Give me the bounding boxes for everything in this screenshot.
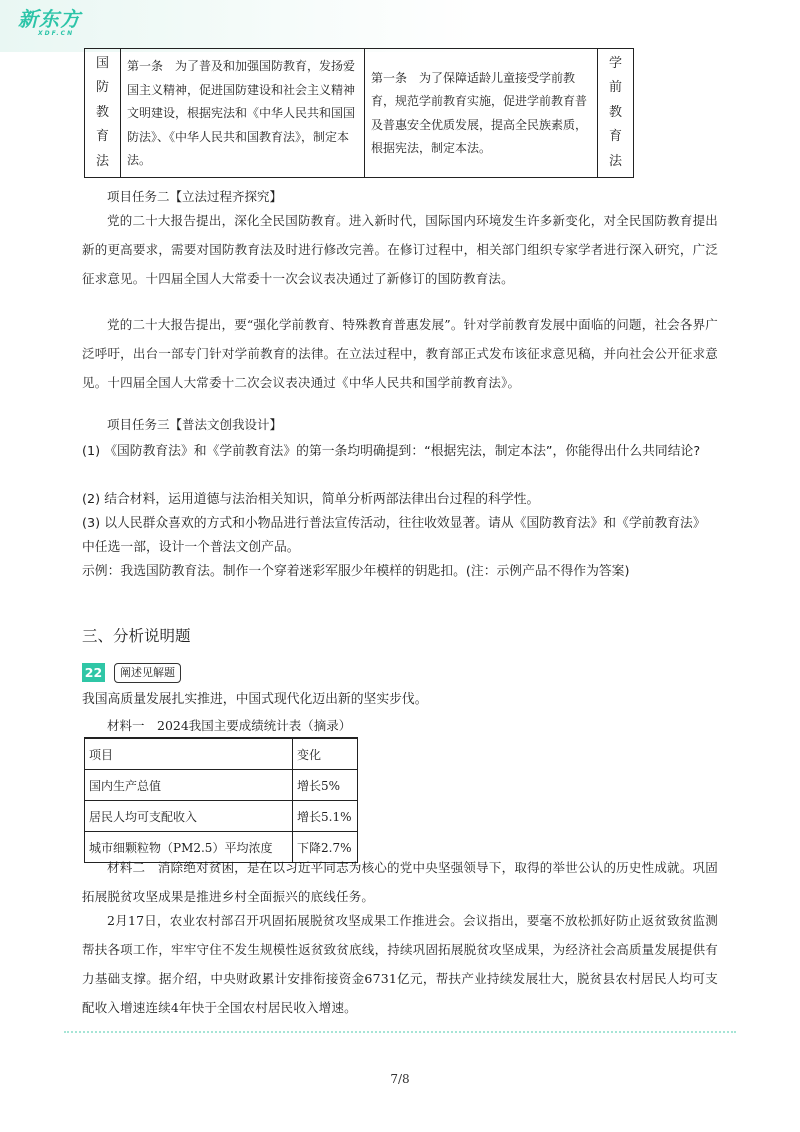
section-heading: 三、分析说明题: [82, 627, 191, 645]
logo-text: 新东方: [18, 7, 81, 31]
task2-paragraph-2: 党的二十大报告提出，要“强化学前教育、特殊教育普惠发展”。针对学前教育发展中面临的问题，社会各界广泛呼吁，出台一部专门针对学前教育的法律。在立法过程中，教育部正式发布该征求意见稿，并向社会公开征求意见。十四届全国人大常委十二次会议表决通过《中华人民共和国学前教育法》。: [82, 317, 718, 390]
law-name-left: 国 防 教 育 法: [85, 49, 121, 178]
table-header-cell: 项目: [85, 738, 293, 770]
question-3: (3) 以人民群众喜欢的方式和小物品进行普法宣传活动，往往收效显著。请从《国防教育法》和《学前教育法》中任选一部，设计一个普法文创产品。: [82, 516, 706, 555]
footer-divider: [64, 1031, 736, 1033]
table-row: [85, 770, 358, 801]
table-header-row: [85, 738, 358, 770]
example-answer: 示例：我选国防教育法。制作一个穿着迷彩军服少年模样的钥匙扣。(注：示例产品不得作为答案): [82, 564, 630, 579]
table-row: [85, 801, 358, 832]
law-article-right: 第一条 为了保障适龄儿童接受学前教育，规范学前教育实施，促进学前教育普及普惠安全优质发展，提高全民族素质，根据宪法，制定本法。: [365, 49, 598, 178]
task2-paragraph-1: 党的二十大报告提出，深化全民国防教育。进入新时代，国际国内环境发生许多新变化，对全民国防教育提出新的更高要求，需要对国防教育法及时进行修改完善。在修订过程中，相关部门组织专家学者进行深入研究，广泛征求意见。十四届全国人大常委十一次会议表决通过了新修订的国防教育法。: [82, 213, 718, 286]
law-comparison-table: [84, 48, 634, 178]
law-name-right: 学 前 教 育 法: [598, 49, 634, 178]
question-1: (1) 《国防教育法》和《学前教育法》的第一条均明确提到：“根据宪法，制定本法”，你能得出什么共同结论?: [82, 444, 701, 459]
law-article-left: 第一条 为了普及和加强国防教育，发扬爱国主义精神，促进国防建设和社会主义精神文明建设，根据宪法和《中华人民共和国国防法》、《中华人民共和国教育法》，制定本法。: [121, 49, 365, 178]
table-cell: 国内生产总值: [85, 770, 293, 801]
table-cell: 增长5%: [293, 770, 358, 801]
question-2: (2) 结合材料，运用道德与法治相关知识，简单分析两部法律出台过程的科学性。: [82, 492, 540, 507]
table-cell: 下降2.7%: [293, 832, 358, 863]
task2-title: 项目任务二【立法过程齐探究】: [107, 189, 283, 204]
header-band: [0, 0, 800, 52]
logo-subtext: XDF.CN: [38, 30, 75, 37]
material2-paragraph-2: 2月17日，农业农村部召开巩固拓展脱贫攻坚成果工作推进会。会议指出，要毫不放松抓好防止返贫致贫监测帮扶各项工作，牢牢守住不发生规模性返贫致贫底线，持续巩固拓展脱贫攻坚成果，为经济社会高质量发展提供有力基础支撑。据介绍，中央财政累计安排衔接资金6731亿元，帮扶产业持续发展壮大，脱贫县农村居民人均可支配收入增速连续4年快于全国农村居民收入增速。: [82, 913, 718, 1015]
table-header-cell: 变化: [293, 738, 358, 770]
material2-paragraph-1: 材料二 消除绝对贫困，是在以习近平同志为核心的党中央坚强领导下，取得的举世公认的历史性成就。巩固拓展脱贫攻坚成果是推进乡村全面振兴的底线任务。: [82, 860, 718, 904]
table-cell: 居民人均可支配收入: [85, 801, 293, 832]
question-number-badge: 22: [82, 663, 105, 682]
task3-title: 项目任务三【普法文创我设计】: [107, 417, 283, 432]
question-intro: 我国高质量发展扎实推进，中国式现代化迈出新的坚实步伐。: [82, 692, 428, 707]
table-cell: 城市细颗粒物（PM2.5）平均浓度: [85, 832, 293, 863]
stats-table: [84, 737, 358, 863]
material1-title: 材料一 2024我国主要成绩统计表（摘录）: [107, 718, 352, 733]
question-type-tag: 阐述见解题: [114, 663, 181, 683]
table-cell: 增长5.1%: [293, 801, 358, 832]
brand-logo: [18, 8, 81, 37]
page-number: 7/8: [390, 1072, 410, 1086]
